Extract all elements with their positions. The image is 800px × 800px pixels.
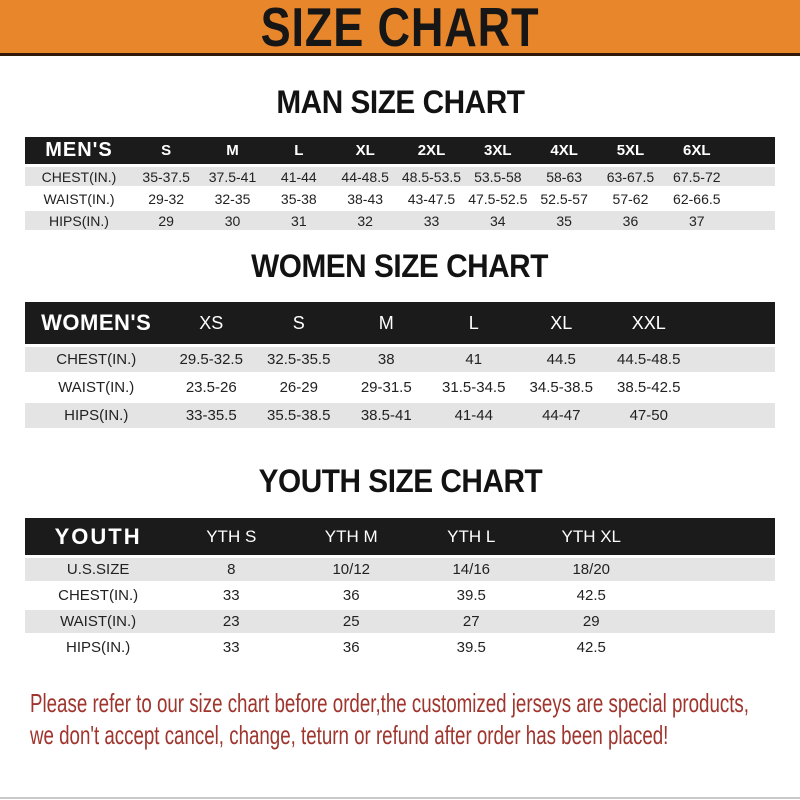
youth-table-header-row <box>25 518 775 558</box>
men-table-title-cell: MEN'S <box>25 137 133 167</box>
size-value-cell: 36 <box>291 584 411 610</box>
size-value-cell: 33 <box>398 211 464 233</box>
row-filler-cell <box>651 558 775 584</box>
size-value-cell: 35-37.5 <box>133 167 199 189</box>
measurement-row <box>25 189 775 211</box>
size-value-cell: 44.5-48.5 <box>605 347 693 375</box>
size-value-cell: 23.5-26 <box>168 375 256 403</box>
size-value-cell: 8 <box>171 558 291 584</box>
size-value-cell: 29-31.5 <box>343 375 431 403</box>
disclaimer-line-2: we don't accept cancel, change, teturn or refund after order has been placed! <box>30 720 669 750</box>
measurement-row <box>25 211 775 233</box>
banner <box>0 0 800 56</box>
size-column-header: 6XL <box>664 137 730 167</box>
size-value-cell: 26-29 <box>255 375 343 403</box>
man-section-heading <box>0 86 800 118</box>
size-value-cell: 67.5-72 <box>664 167 730 189</box>
size-value-cell: 38-43 <box>332 189 398 211</box>
size-value-cell: 41 <box>430 347 518 375</box>
size-value-cell: 62-66.5 <box>664 189 730 211</box>
header-filler-cell <box>651 518 775 558</box>
size-value-cell: 41-44 <box>266 167 332 189</box>
size-value-cell: 23 <box>171 610 291 636</box>
measurement-row <box>25 584 775 610</box>
measurement-row <box>25 167 775 189</box>
size-value-cell: 33 <box>171 584 291 610</box>
size-value-cell: 14/16 <box>411 558 531 584</box>
size-value-cell: 29-32 <box>133 189 199 211</box>
women-size-table <box>25 302 775 431</box>
man-section-heading-text: MAN SIZE CHART <box>275 84 525 120</box>
women-section-heading <box>0 250 800 282</box>
size-column-header: XL <box>518 302 606 347</box>
size-value-cell: 42.5 <box>531 584 651 610</box>
row-filler-cell <box>693 403 776 431</box>
women-table-header-row <box>25 302 775 347</box>
row-filler-cell <box>730 189 775 211</box>
size-value-cell: 38 <box>343 347 431 375</box>
disclaimer <box>30 687 800 751</box>
row-label-cell: CHEST(IN.) <box>25 167 133 189</box>
measurement-row <box>25 636 775 662</box>
measurement-row <box>25 347 775 375</box>
size-value-cell: 63-67.5 <box>597 167 663 189</box>
size-column-header: XXL <box>605 302 693 347</box>
men-size-table <box>25 137 775 233</box>
size-value-cell: 27 <box>411 610 531 636</box>
youth-table-title-cell: YOUTH <box>25 518 171 558</box>
size-value-cell: 32-35 <box>199 189 265 211</box>
size-column-header: M <box>199 137 265 167</box>
row-filler-cell <box>730 167 775 189</box>
row-filler-cell <box>651 636 775 662</box>
size-column-header: S <box>133 137 199 167</box>
row-filler-cell <box>651 584 775 610</box>
size-value-cell: 53.5-58 <box>465 167 531 189</box>
size-column-header: 4XL <box>531 137 597 167</box>
size-value-cell: 35-38 <box>266 189 332 211</box>
size-value-cell: 33 <box>171 636 291 662</box>
size-value-cell: 38.5-42.5 <box>605 375 693 403</box>
size-value-cell: 57-62 <box>597 189 663 211</box>
size-value-cell: 39.5 <box>411 636 531 662</box>
row-label-cell: HIPS(IN.) <box>25 636 171 662</box>
size-value-cell: 44-48.5 <box>332 167 398 189</box>
size-column-header: L <box>430 302 518 347</box>
size-value-cell: 18/20 <box>531 558 651 584</box>
men-table-header-row <box>25 137 775 167</box>
size-value-cell: 34.5-38.5 <box>518 375 606 403</box>
measurement-row <box>25 403 775 431</box>
size-value-cell: 10/12 <box>291 558 411 584</box>
size-value-cell: 38.5-41 <box>343 403 431 431</box>
measurement-row <box>25 375 775 403</box>
size-value-cell: 31 <box>266 211 332 233</box>
size-column-header: L <box>266 137 332 167</box>
women-table-title-cell: WOMEN'S <box>25 302 168 347</box>
row-label-cell: WAIST(IN.) <box>25 189 133 211</box>
size-value-cell: 47.5-52.5 <box>465 189 531 211</box>
size-column-header: YTH XL <box>531 518 651 558</box>
size-value-cell: 35.5-38.5 <box>255 403 343 431</box>
size-value-cell: 29 <box>133 211 199 233</box>
disclaimer-line-1: Please refer to our size chart before order,the customized jerseys are special products, <box>30 688 749 718</box>
size-column-header: M <box>343 302 431 347</box>
measurement-row <box>25 610 775 636</box>
row-label-cell: WAIST(IN.) <box>25 610 171 636</box>
size-value-cell: 25 <box>291 610 411 636</box>
row-label-cell: HIPS(IN.) <box>25 403 168 431</box>
header-filler-cell <box>693 302 776 347</box>
size-value-cell: 31.5-34.5 <box>430 375 518 403</box>
size-value-cell: 37.5-41 <box>199 167 265 189</box>
size-value-cell: 30 <box>199 211 265 233</box>
size-value-cell: 44.5 <box>518 347 606 375</box>
size-value-cell: 44-47 <box>518 403 606 431</box>
size-column-header: XS <box>168 302 256 347</box>
row-filler-cell <box>693 347 776 375</box>
size-value-cell: 48.5-53.5 <box>398 167 464 189</box>
size-column-header: YTH S <box>171 518 291 558</box>
youth-section-heading-text: YOUTH SIZE CHART <box>258 463 542 499</box>
size-column-header: 2XL <box>398 137 464 167</box>
banner-title: SIZE CHART <box>260 0 540 58</box>
size-column-header: 3XL <box>465 137 531 167</box>
row-label-cell: HIPS(IN.) <box>25 211 133 233</box>
size-value-cell: 41-44 <box>430 403 518 431</box>
size-value-cell: 39.5 <box>411 584 531 610</box>
measurement-row <box>25 558 775 584</box>
size-value-cell: 29.5-32.5 <box>168 347 256 375</box>
size-column-header: YTH L <box>411 518 531 558</box>
size-value-cell: 58-63 <box>531 167 597 189</box>
size-column-header: 5XL <box>597 137 663 167</box>
row-label-cell: CHEST(IN.) <box>25 347 168 375</box>
row-filler-cell <box>730 211 775 233</box>
size-value-cell: 32.5-35.5 <box>255 347 343 375</box>
youth-section-heading <box>0 465 800 497</box>
size-value-cell: 34 <box>465 211 531 233</box>
size-value-cell: 32 <box>332 211 398 233</box>
youth-size-table <box>25 518 775 662</box>
row-label-cell: CHEST(IN.) <box>25 584 171 610</box>
size-column-header: YTH M <box>291 518 411 558</box>
row-filler-cell <box>693 375 776 403</box>
size-value-cell: 43-47.5 <box>398 189 464 211</box>
size-value-cell: 35 <box>531 211 597 233</box>
row-label-cell: WAIST(IN.) <box>25 375 168 403</box>
header-filler-cell <box>730 137 775 167</box>
size-value-cell: 33-35.5 <box>168 403 256 431</box>
size-value-cell: 47-50 <box>605 403 693 431</box>
size-value-cell: 36 <box>597 211 663 233</box>
size-value-cell: 37 <box>664 211 730 233</box>
bottom-divider <box>0 797 800 799</box>
size-column-header: S <box>255 302 343 347</box>
row-filler-cell <box>651 610 775 636</box>
size-value-cell: 42.5 <box>531 636 651 662</box>
size-column-header: XL <box>332 137 398 167</box>
size-value-cell: 29 <box>531 610 651 636</box>
size-value-cell: 52.5-57 <box>531 189 597 211</box>
women-section-heading-text: WOMEN SIZE CHART <box>251 248 549 284</box>
size-value-cell: 36 <box>291 636 411 662</box>
row-label-cell: U.S.SIZE <box>25 558 171 584</box>
